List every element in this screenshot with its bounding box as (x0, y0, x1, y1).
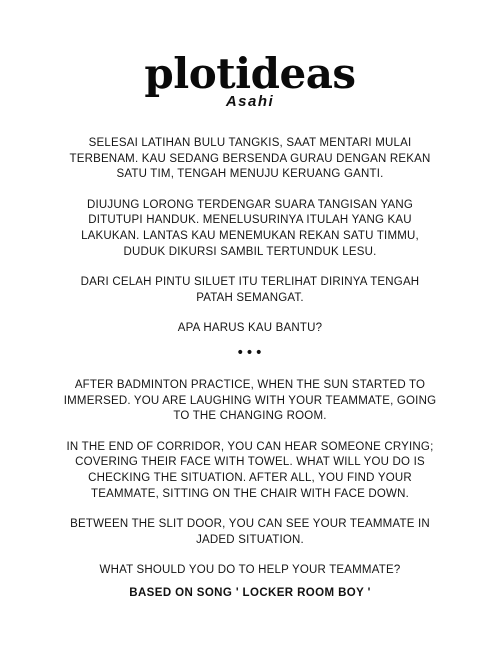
paragraph-en-2: IN THE END OF CORRIDOR, YOU CAN HEAR SOMEONE CRYING; COVERING THEIR FACE WITH TOWEL. WHAT WILL YOU DO IS CHECKING THE SITUATION. AFTER ALL, YOU FIND YOUR TEAMMATE, SITTING ON THE CHAIR WITH FACE DOWN. (66, 440, 434, 500)
paragraph-en-4: WHAT SHOULD YOU DO TO HELP YOUR TEAMMATE? (99, 564, 401, 577)
author-name: Asahi (225, 93, 275, 110)
paragraph-id-1: SELESAI LATIHAN BULU TANGKIS, SAAT MENTARI MULAI TERBENAM. KAU SEDANG BERSENDA GURAU DENGAN REKAN SATU TIM, TENGAH MENUJU KERUANG GANTI. (69, 137, 431, 181)
english-section (58, 378, 442, 594)
section-divider: ••• (236, 345, 264, 361)
paragraph-en-3: BETWEEN THE SLIT DOOR, YOU CAN SEE YOUR TEAMMATE IN JADED SITUATION. (70, 518, 430, 546)
paragraph-id-2: DIUJUNG LORONG TERDENGAR SUARA TANGISAN YANG DITUTUPI HANDUK. MENELUSURINYA ITULAH YANG KAU LAKUKAN. LANTAS KAU MENEMUKAN REKAN SATU TIMMU, DUDUK DIKURSI SAMBIL TERTUNDUK LESU. (81, 198, 419, 258)
indonesian-section (66, 136, 434, 352)
brand-title: plotideas (144, 49, 356, 98)
song-credit: BASED ON SONG ' LOCKER ROOM BOY ' (129, 587, 371, 599)
paragraph-id-3: DARI CELAH PINTU SILUET ITU TERLIHAT DIRINYA TENGAH PATAH SEMANGAT. (80, 276, 420, 304)
paragraph-id-4: APA HARUS KAU BANTU? (177, 322, 323, 335)
paragraph-en-1: AFTER BADMINTON PRACTICE, WHEN THE SUN STARTED TO IMMERSED. YOU ARE LAUGHING WITH YOUR TEAMMATE, GOING TO THE CHANGING ROOM. (63, 379, 437, 423)
